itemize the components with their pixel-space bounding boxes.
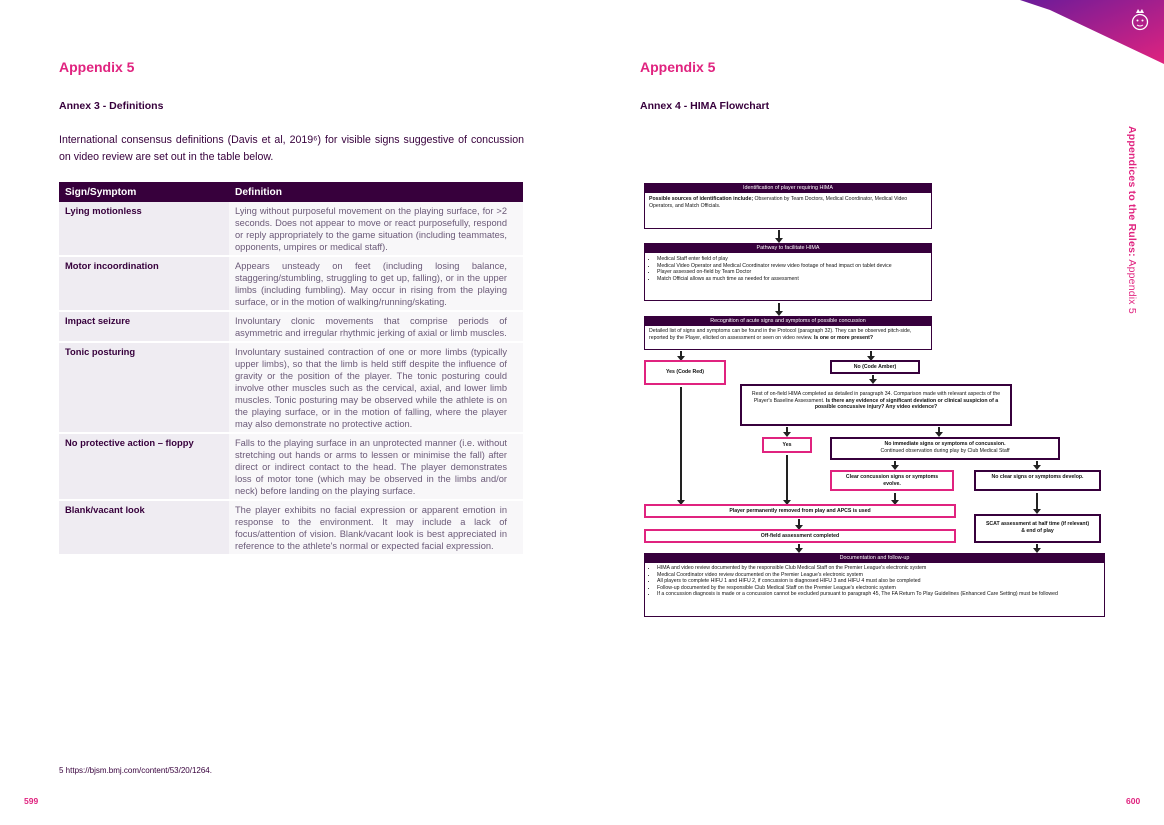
hima-flowchart (642, 182, 1106, 618)
box-documentation-header: Documentation and follow-up (645, 554, 1104, 563)
arrow-down-icon (1036, 544, 1038, 549)
pathway-list (649, 256, 927, 282)
list-item: • Medical Coordinator video review documented on the Premier League's electronic system (657, 572, 1100, 579)
table-row (59, 342, 523, 433)
box-pathway (644, 243, 932, 301)
box-recognition-header: Recognition of acute signs and symptoms of possible concussion (645, 317, 931, 326)
arrow-down-icon (1036, 493, 1038, 510)
box-identification (644, 183, 932, 229)
arrow-down-icon (680, 387, 682, 501)
definition-cell: Involuntary clonic movements that comprise periods of asymmetric and irregular rhythmic jerking of axial or limb muscles. (229, 311, 523, 342)
box-recognition (644, 316, 932, 350)
box-identification-text: Observation by Team Doctors, Medical Coordinator, Medical Video Operators, and Match Officials. (649, 196, 908, 209)
box-offfield-assessment: Off-field assessment completed (644, 529, 956, 543)
list-item: • All players to complete HIFU 1 and HIFU 2, if concussion is diagnosed HIFU 3 and HIFU 4 must also be completed (657, 578, 1100, 585)
symptom-cell: Tonic posturing (59, 342, 229, 433)
box-no-code-amber: No (Code Amber) (830, 360, 920, 374)
arrow-down-icon (778, 303, 780, 312)
box-rest-of-hima (740, 384, 1012, 426)
box-clear-signs-evolve: Clear concussion signs or symptoms evolve. (830, 470, 954, 491)
corner-banner (1020, 0, 1164, 66)
rest-hima-question: Is there any evidence of significant deviation or clinical suspicion of a possible concussive injury? Any video evidence? (814, 397, 999, 410)
sidebar-bold: Appendices to the Rules: (1126, 126, 1138, 257)
header-sign-symptom: Sign/Symptom (59, 182, 229, 202)
table-row (59, 202, 523, 256)
left-page-title: Appendix 5 (59, 59, 135, 75)
sidebar-section-label (1126, 126, 1138, 314)
arrow-down-icon (798, 519, 800, 526)
definition-cell: Involuntary sustained contraction of one or more limbs (typically upper limbs), so that the limb is held stiff despite the influence of gravity or the position of the player. The tonic posturing could involve other muscles such as the cervical, axial, and lower limb muscles. Tonic posturing may be observed while the athlete is on the playing surface, or in the motion of falling, where the player may also demonstrate no protective action. (229, 342, 523, 433)
list-item: • Match Official allows as much time as needed for assessment (657, 276, 927, 283)
right-page-number: 600 (1126, 796, 1141, 806)
arrow-down-icon (894, 461, 896, 466)
list-item: • Medical Staff enter field of play (657, 256, 927, 263)
left-page-number: 599 (24, 796, 39, 806)
arrow-down-icon (798, 544, 800, 549)
footnote: 5 https://bjsm.bmj.com/content/53/20/1264. (59, 766, 212, 775)
table-row (59, 500, 523, 555)
definitions-table (59, 182, 523, 556)
sidebar-light: Appendix 5 (1126, 256, 1138, 314)
no-signs-bold: No immediate signs or symptoms of concussion. (884, 441, 1006, 447)
box-no-immediate-signs (830, 437, 1060, 460)
box-yes-code-red: Yes (Code Red) (644, 360, 726, 385)
no-signs-text: Continued observation during play by Club Medical Staff (880, 447, 1010, 454)
arrow-down-icon (680, 351, 682, 357)
list-item: • HIMA and video review documented by the responsible Club Medical Staff on the Premier League's electronic system (657, 565, 1100, 572)
box-recognition-question: Is one or more present? (812, 334, 874, 341)
box-documentation (644, 553, 1105, 617)
right-page-subtitle: Annex 4 - HIMA Flowchart (640, 100, 770, 112)
box-player-removed: Player permanently removed from play and APCS is used (644, 504, 956, 518)
box-pathway-header: Pathway to facilitate HIMA (645, 244, 931, 253)
box-recognition-text: Detailed list of signs and symptoms can be found in the Protocol (paragraph 32). They can be observed pitch-side, reported by the Player, elicited on assessment or seen on video review. (649, 328, 912, 341)
list-item: • Medical Video Operator and Medical Coordinator review video footage of head impact on tablet device (657, 263, 927, 270)
table-row (59, 433, 523, 500)
list-item: • Follow-up documented by the responsible Club Medical Staff on the Premier League's electronic system (657, 585, 1100, 592)
symptom-cell: Blank/vacant look (59, 500, 229, 555)
arrow-down-icon (938, 427, 940, 433)
arrow-down-icon (786, 427, 788, 433)
table-header-row (59, 182, 523, 202)
arrow-down-icon (786, 455, 788, 501)
header-definition: Definition (229, 182, 523, 202)
intro-paragraph: International consensus definitions (Davis et al, 2019⁶) for visible signs suggestive of concussion on video review are set out in the table below. (59, 134, 524, 163)
arrow-down-icon (872, 375, 874, 380)
symptom-cell: Lying motionless (59, 202, 229, 256)
arrow-down-icon (870, 351, 872, 357)
symptom-cell: No protective action – floppy (59, 433, 229, 500)
left-page-subtitle: Annex 3 - Definitions (59, 100, 164, 112)
symptom-cell: Impact seizure (59, 311, 229, 342)
definition-cell: The player exhibits no facial expression or apparent emotion in response to the environment. It may include a lack of focus/attention of vision. Blank/vacant look is best appreciated in reference to the athlete's normal or expected facial expression. (229, 500, 523, 555)
definition-cell: Lying without purposeful movement on the playing surface, for >2 seconds. Does not appear to move or react purposefully, respond or reply appropriately to the game situation (including teammates, opponents, umpires or medical staff). (229, 202, 523, 256)
definition-cell: Falls to the playing surface in an unprotected manner (i.e. without stretching out hands or arms to lessen or minimise the fall) after direct or indirect contact to the head. The player demonstrates loss of motor tone (which may be observed in the limbs and/or neck) before landing on the playing surface. (229, 433, 523, 500)
box-scat-assessment: SCAT assessment at half time (if relevant) & end of play (974, 514, 1101, 543)
list-item: • If a concussion diagnosis is made or a concussion cannot be excluded pursuant to paragraph 45, The FA Return To Play Guidelines (Enhanced Care Setting) must be followed (657, 591, 1100, 598)
arrow-down-icon (894, 493, 896, 501)
list-item: • Player assessed on-field by Team Doctor (657, 269, 927, 276)
box-yes: Yes (762, 437, 812, 453)
documentation-list (649, 565, 1100, 598)
symptom-cell: Motor incoordination (59, 256, 229, 311)
right-page-title: Appendix 5 (640, 59, 716, 75)
table-row (59, 256, 523, 311)
rest-hima-text: Rest of on-field HIMA completed as detailed in paragraph 34. Comparison made with relevant aspects of the Player's Baseline Assessment. (751, 391, 1001, 404)
definition-cell: Appears unsteady on feet (including losing balance, staggering/stumbling, struggling to get up, falling), or in the upper limbs (including fumbling). May occur in rising from the playing surface, or in the motion of walking/running/skating. (229, 256, 523, 311)
box-identification-header: Identification of player requiring HIMA (645, 184, 931, 193)
arrow-down-icon (1036, 461, 1038, 466)
box-identification-bold: Possible sources of identification include; (649, 196, 754, 202)
arrow-down-icon (778, 230, 780, 239)
table-row (59, 311, 523, 342)
box-no-clear-signs: No clear signs or symptoms develop. (974, 470, 1101, 491)
